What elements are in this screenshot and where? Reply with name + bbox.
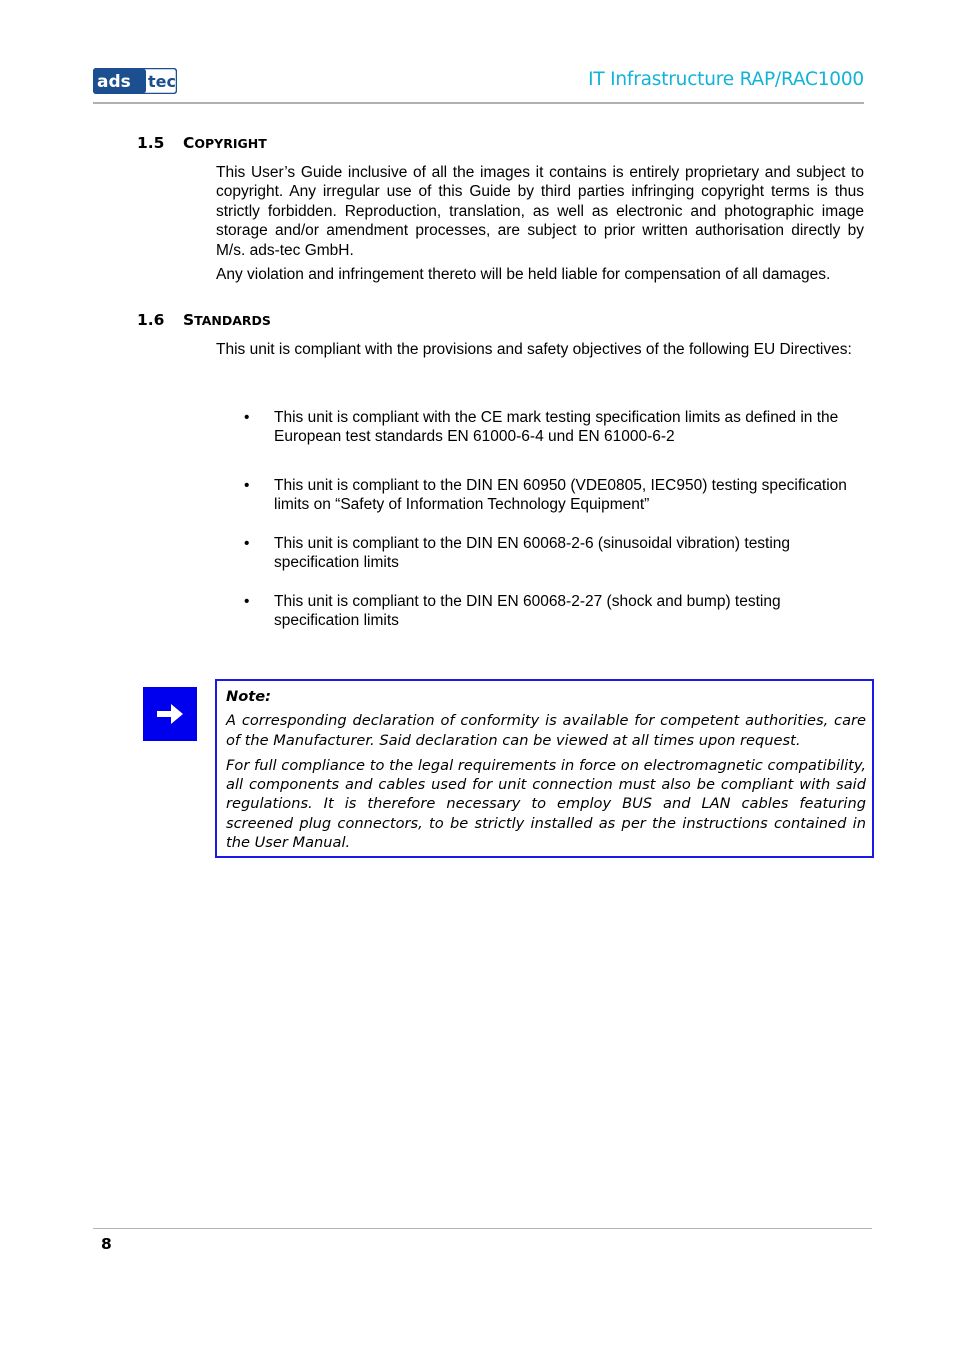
ads-tec-logo [93,68,177,94]
copyright-paragraph: This User’s Guide inclusive of all the images it contains is entirely proprietary and subject to copyright. Any irregular use of this Guide by third parties infringing copyright terms is thus strictly forbidden. Reproduction, translation, as well as electronic and photographic image storage and/or amendment processes, are subject to prior written authorisation directly by M/s. ads-tec GmbH. [216,164,864,259]
section-title-initial: S [183,311,195,329]
svg-text:tec: tec [148,72,176,91]
note-box [215,679,874,858]
footer-divider [93,1228,872,1229]
document-title: IT Infrastructure RAP/RAC1000 [588,69,864,90]
note-paragraph: For full compliance to the legal requirements in force on electromagnetic compatibility, all components and cables used for unit connection must also be compliant with said regulations. It is therefore necessary to employ BUS and LAN cables featuring screened plug connectors, to be strictly installed as per the instructions contained in the User Manual. [226,756,866,852]
list-item-text: This unit is compliant with the CE mark testing specification limits as defined in the European test standards EN 61000-6-4 und EN 61000-6-2 [274,409,839,445]
section-title-rest: OPYRIGHT [194,136,267,151]
bullet-icon: • [244,477,250,494]
header-divider [93,102,864,104]
bullet-icon: • [244,409,250,426]
note-title: Note: [226,688,271,705]
bullet-icon: • [244,593,250,610]
section-title-initial: C [183,134,195,152]
section-heading-standards [137,311,271,329]
bullet-icon: • [244,535,250,552]
section-number: 1.6 [137,311,165,329]
page-number: 8 [101,1235,112,1253]
section-number: 1.5 [137,134,165,152]
note-paragraph: A corresponding declaration of conformity is available for competent authorities, care of the Manufacturer. Said declaration can be viewed at all times upon request. [226,712,866,749]
copyright-liability-paragraph: Any violation and infringement thereto will be held liable for compensation of all damages. [216,266,831,283]
standards-intro-paragraph: This unit is compliant with the provisions and safety objectives of the following EU Directives: [216,341,852,358]
list-item-text: This unit is compliant to the DIN EN 60950 (VDE0805, IEC950) testing specification limits on “Safety of Information Technology Equipment” [274,477,847,513]
svg-text:ads: ads [97,72,131,92]
section-heading-copyright [137,134,267,152]
section-title-rest: TANDARDS [194,313,271,328]
arrow-right-icon [143,687,197,741]
list-item-text: This unit is compliant to the DIN EN 60068-2-6 (sinusoidal vibration) testing specification limits [274,535,791,571]
list-item-text: This unit is compliant to the DIN EN 60068-2-27 (shock and bump) testing specification limits [274,593,781,629]
